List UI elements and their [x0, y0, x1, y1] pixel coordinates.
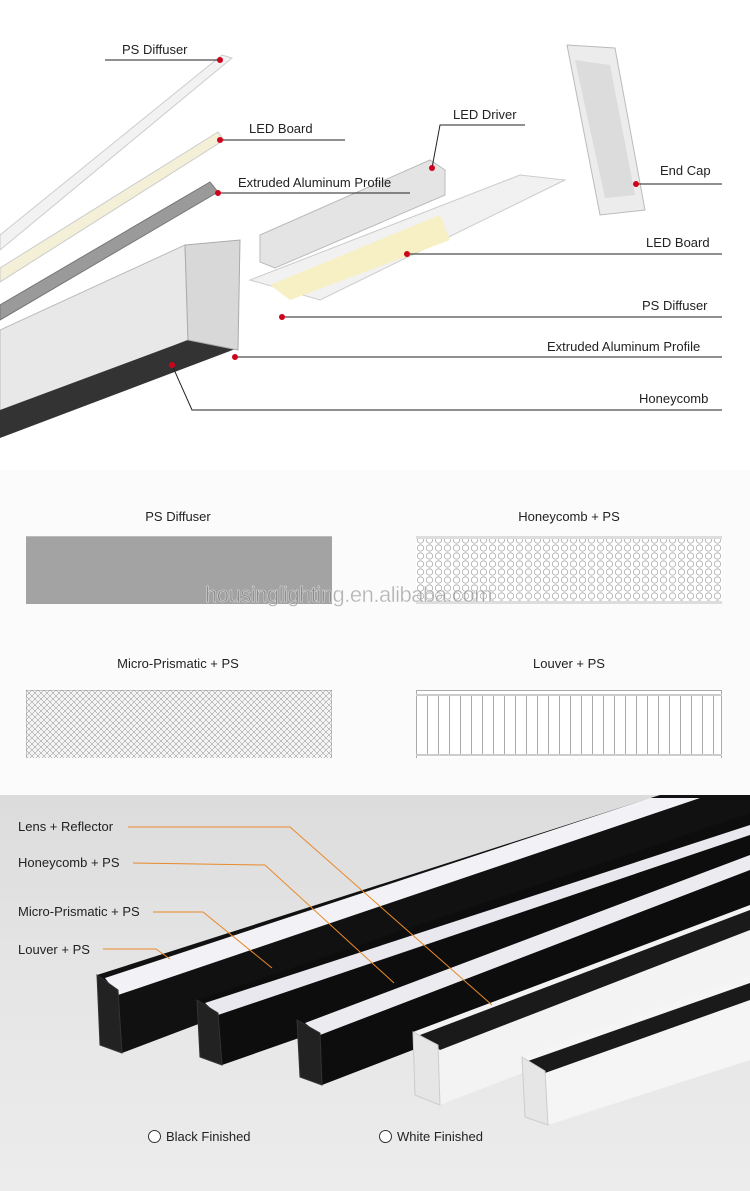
callout-louver-ps: Louver + PS [18, 942, 90, 957]
swatch-micro-prismatic [26, 690, 332, 758]
option-title-ps-diffuser: PS Diffuser [145, 509, 211, 524]
label-extruded-aluminum-profile: Extruded Aluminum Profile [238, 175, 392, 190]
swatch-louver [416, 690, 722, 758]
watermark: housinglighting.en.alibaba.com [205, 582, 493, 607]
callout-honeycomb-ps: Honeycomb + PS [18, 855, 120, 870]
finish-black-label: Black Finished [166, 1129, 251, 1144]
finish-white [379, 1129, 483, 1144]
label-led-driver: LED Driver [453, 107, 517, 122]
label-led-board: LED Board [249, 121, 313, 136]
callout-micro-prismatic-ps: Micro-Prismatic + PS [18, 904, 140, 919]
label-led-board-right: LED Board [646, 235, 710, 250]
label-honeycomb: Honeycomb [639, 391, 709, 406]
option-title-micro-prismatic: Micro-Prismatic + PS [117, 656, 239, 671]
finish-black [148, 1129, 251, 1144]
circle-icon [379, 1130, 392, 1143]
product-photo [0, 795, 750, 1191]
label-end-cap: End Cap [660, 163, 711, 178]
label-ps-diffuser: PS Diffuser [122, 42, 188, 57]
circle-icon [148, 1130, 161, 1143]
exploded-view [0, 0, 750, 470]
finish-white-label: White Finished [397, 1129, 483, 1144]
callout-lens-reflector: Lens + Reflector [18, 819, 114, 834]
option-title-louver: Louver + PS [533, 656, 605, 671]
diffuser-options [0, 470, 750, 795]
label-ps-diffuser-right: PS Diffuser [642, 298, 708, 313]
label-extruded-aluminum-profile-right: Extruded Aluminum Profile [547, 339, 701, 354]
option-title-honeycomb: Honeycomb + PS [518, 509, 620, 524]
exploded-drawing [0, 0, 750, 470]
